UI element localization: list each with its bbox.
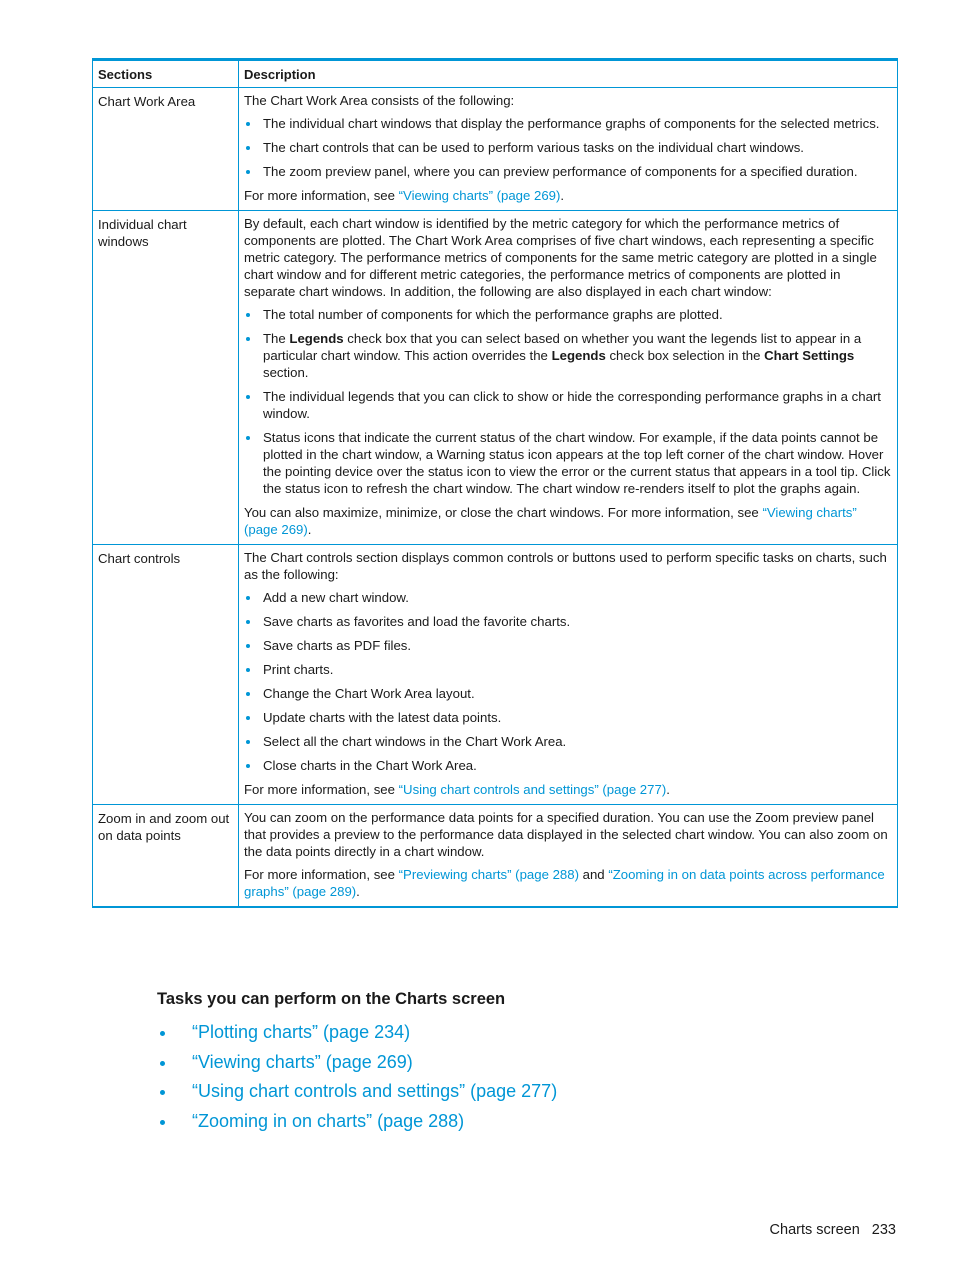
description-intro: By default, each chart window is identified by the metric category for which the performance metrics of components are plotted. The Chart Work Area comprises of five chart windows, each representing a specific metric category. The performance metrics of components for the same metric category are plotted in a single chart window and for different metric categories, the performance metrics of components are plotted in separate chart windows. In addition, the following are also displayed in each chart window: [244, 216, 877, 299]
legends-term: Legends [551, 348, 606, 363]
zooming-data-points-link[interactable]: “Zooming in on data points across performance graphs” (page 289) [244, 867, 885, 899]
task-link-chart-controls[interactable]: “Using chart controls and settings” (page 277) [157, 1079, 557, 1109]
section-name: Zoom in and zoom out on data points [93, 805, 239, 908]
chart-settings-term: Chart Settings [764, 348, 855, 363]
more-info-text: and [578, 867, 609, 882]
page-number: 233 [871, 1222, 896, 1238]
section-description [239, 805, 898, 908]
section-name: Chart Work Area [93, 88, 239, 211]
list-item [244, 330, 892, 381]
list-item: Change the Chart Work Area layout. [244, 685, 892, 702]
viewing-charts-link[interactable]: “Viewing charts” (page 269) [244, 505, 857, 537]
page-footer [770, 1222, 896, 1238]
header-description: Description [239, 60, 898, 88]
text-fragment: section. [263, 365, 309, 380]
more-info-suffix: . [307, 522, 312, 537]
legends-term: Legends [289, 331, 344, 346]
list-item: Close charts in the Chart Work Area. [244, 757, 892, 774]
previewing-charts-link[interactable]: “Previewing charts” (page 288) [398, 867, 579, 882]
more-info-text: You can also maximize, minimize, or close the chart windows. For more information, see [244, 505, 763, 520]
more-info [244, 781, 892, 798]
more-info [244, 504, 892, 538]
table-header-row [93, 60, 898, 88]
section-name: Individual chart windows [93, 211, 239, 545]
section-description [239, 88, 898, 211]
text-fragment: check box that you can select based on whether you want the legends list to appear in a particular chart window. This action overrides the [263, 331, 862, 363]
list-item: The individual legends that you can click to show or hide the corresponding performance graphs in a chart window. [244, 388, 892, 422]
footer-section-title: Charts screen [769, 1222, 860, 1238]
bullet-list [244, 589, 892, 774]
viewing-charts-link[interactable]: “Viewing charts” (page 269) [398, 188, 561, 203]
sections-table [92, 58, 898, 908]
table-row [93, 545, 898, 805]
more-info [244, 187, 892, 204]
more-info-suffix: . [666, 782, 670, 797]
task-link-viewing-charts[interactable]: “Viewing charts” (page 269) [157, 1050, 557, 1080]
list-item: Print charts. [244, 661, 892, 678]
table-row [93, 211, 898, 545]
task-link-plotting-charts[interactable]: “Plotting charts” (page 234) [157, 1020, 557, 1050]
tasks-list [157, 1020, 557, 1138]
bullet-list [244, 306, 892, 497]
description-intro: The Chart Work Area consists of the following: [244, 93, 515, 108]
table-row [93, 805, 898, 908]
task-link-zooming-charts[interactable]: “Zooming in on charts” (page 288) [157, 1109, 557, 1139]
list-item: Status icons that indicate the current status of the chart window. For example, if the data points cannot be plotted in the chart window, a Warning status icon appears at the top left corner of the chart window. Hover the pointing device over the status icon to view the error or the current status that appears in a tool tip. Click the status icon to refresh the chart window. The chart window re-renders itself to plot the graphs again. [244, 429, 892, 497]
list-item: The individual chart windows that display the performance graphs of components for the selected metrics. [244, 115, 892, 132]
more-info-suffix: . [560, 188, 565, 203]
list-item: Add a new chart window. [244, 589, 892, 606]
table-row [93, 88, 898, 211]
more-info-suffix: . [356, 884, 360, 899]
tasks-heading: Tasks you can perform on the Charts screen [157, 990, 506, 1008]
section-name: Chart controls [93, 545, 239, 805]
text-fragment: check box selection in the [605, 348, 765, 363]
list-item: Select all the chart windows in the Chart Work Area. [244, 733, 892, 750]
list-item: The chart controls that can be used to perform various tasks on the individual chart windows. [244, 139, 892, 156]
description-intro: You can zoom on the performance data points for a specified duration. You can use the Zoom preview panel that provides a preview to the performance data displayed in the selected chart window. You can also zoom on the data points directly in a chart window. [244, 810, 888, 859]
header-sections: Sections [93, 60, 239, 88]
text-fragment: The [263, 331, 290, 346]
list-item: The total number of components for which the performance graphs are plotted. [244, 306, 892, 323]
section-description [239, 211, 898, 545]
more-info [244, 866, 892, 900]
description-intro: The Chart controls section displays common controls or buttons used to perform specific tasks on charts, such as the following: [244, 550, 887, 582]
bullet-list [244, 115, 892, 180]
more-info-text: For more information, see [244, 867, 399, 882]
list-item: The zoom preview panel, where you can preview performance of components for a specified duration. [244, 163, 892, 180]
list-item: Save charts as favorites and load the favorite charts. [244, 613, 892, 630]
more-info-text: For more information, see [244, 782, 399, 797]
chart-controls-link[interactable]: “Using chart controls and settings” (page 277) [398, 782, 667, 797]
list-item: Update charts with the latest data points. [244, 709, 892, 726]
more-info-text: For more information, see [244, 188, 399, 203]
section-description [239, 545, 898, 805]
list-item: Save charts as PDF files. [244, 637, 892, 654]
